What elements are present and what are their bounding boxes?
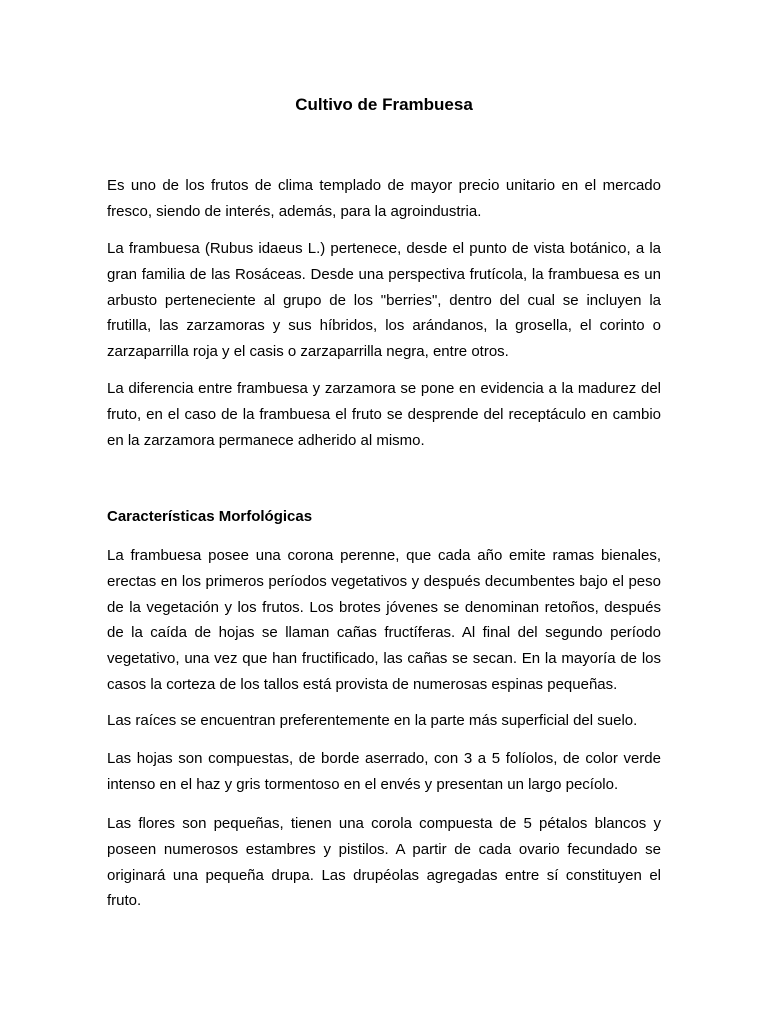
section-paragraph-2: Las raíces se encuentran preferentemente en la parte más superficial del suelo. xyxy=(107,712,638,729)
section-paragraph-4: Las flores son pequeñas, tienen una corola compuesta de 5 pétalos blancos y poseen numerosos estambres y pistilos. A partir de cada ovario fecundado se originará una pequeña drupa. Las drupéolas agregadas entre sí constituyen el fruto. xyxy=(107,815,661,910)
section-paragraph-3: Las hojas son compuestas, de borde aserrado, con 3 a 5 folíolos, de color verde intenso en el haz y gris tormentoso en el envés y presentan un largo pecíolo. xyxy=(107,750,661,793)
intro-paragraph-3: La diferencia entre frambuesa y zarzamora se pone en evidencia a la madurez del fruto, en el caso de la frambuesa el fruto se desprende del receptáculo en cambio en la zarzamora permanece adherido al mismo. xyxy=(107,380,661,449)
section-heading: Características Morfológicas xyxy=(107,508,313,525)
intro-paragraph-1: Es uno de los frutos de clima templado de mayor precio unitario en el mercado fresco, siendo de interés, además, para la agroindustria. xyxy=(107,177,661,220)
intro-paragraph-2: La frambuesa (Rubus idaeus L.) pertenece, desde el punto de vista botánico, a la gran familia de las Rosáceas. Desde una perspectiva frutícola, la frambuesa es un arbusto perteneciente al grupo de los "berries", dentro del cual se incluyen la frutilla, las zarzamoras y sus híbridos, los arándanos, la grosella, el corinto o zarzaparrilla roja y el casis o zarzaparrilla negra, entre otros. xyxy=(107,240,661,361)
document-title: Cultivo de Frambuesa xyxy=(295,95,473,114)
section-paragraph-1: La frambuesa posee una corona perenne, que cada año emite ramas bienales, erectas en los primeros períodos vegetativos y después decumbentes bajo el peso de la vegetación y los frutos. Los brotes jóvenes se denominan retoños, después de la caída de hojas se llaman cañas fructíferas. Al final del segundo período vegetativo, una vez que han fructificado, las cañas se secan. En la mayoría de los casos la corteza de los tallos está provista de numerosas espinas pequeñas. xyxy=(107,547,661,693)
